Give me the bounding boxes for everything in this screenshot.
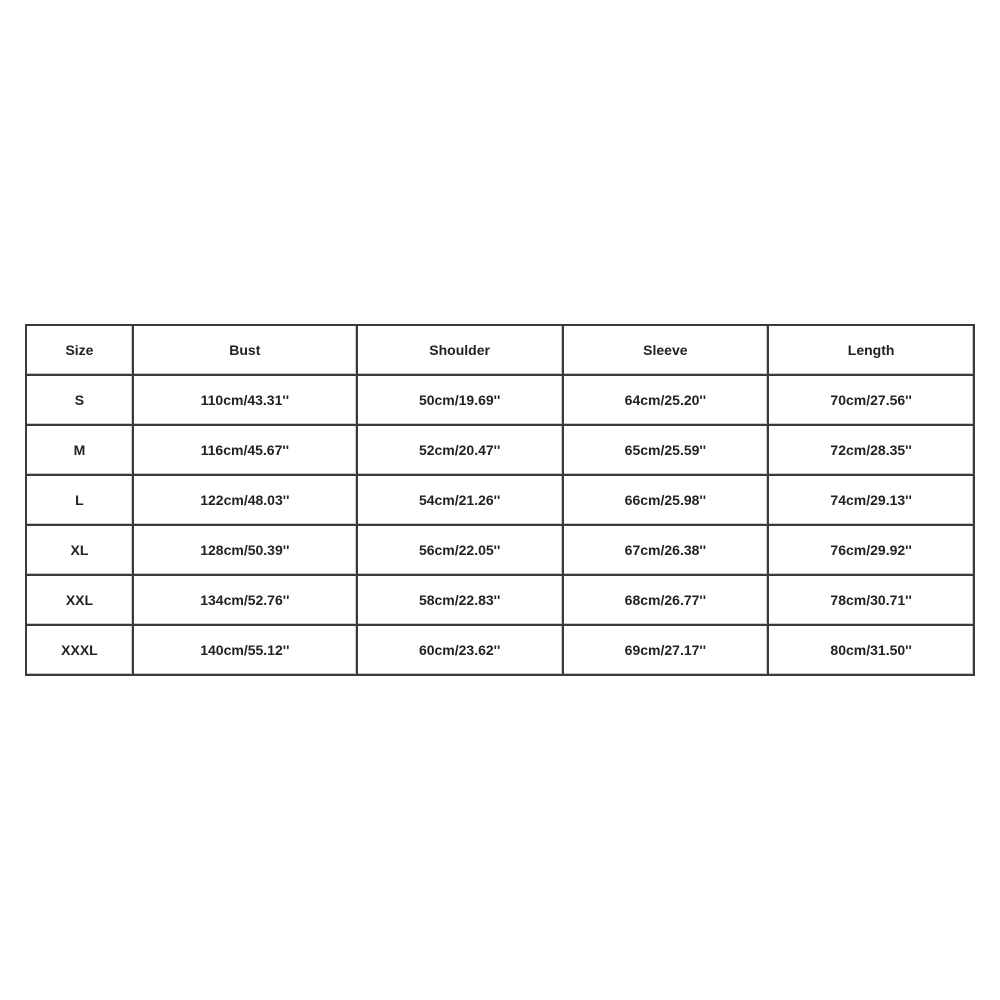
table-row: [26, 425, 974, 475]
header-length: Length: [768, 325, 974, 375]
length-cell: 76cm/29.92'': [768, 525, 974, 575]
sleeve-cell: 64cm/25.20'': [563, 375, 769, 425]
bust-cell: 110cm/43.31'': [133, 375, 357, 425]
table-row: [26, 475, 974, 525]
length-cell: 78cm/30.71'': [768, 575, 974, 625]
bust-cell: 116cm/45.67'': [133, 425, 357, 475]
sleeve-cell: 67cm/26.38'': [563, 525, 769, 575]
size-cell: S: [26, 375, 133, 425]
table-header-row: [26, 325, 974, 375]
size-cell: XXL: [26, 575, 133, 625]
table-row: [26, 625, 974, 675]
header-size: Size: [26, 325, 133, 375]
header-bust: Bust: [133, 325, 357, 375]
shoulder-cell: 60cm/23.62'': [357, 625, 563, 675]
length-cell: 70cm/27.56'': [768, 375, 974, 425]
bust-cell: 122cm/48.03'': [133, 475, 357, 525]
header-sleeve: Sleeve: [563, 325, 769, 375]
size-cell: L: [26, 475, 133, 525]
size-cell: XXXL: [26, 625, 133, 675]
bust-cell: 134cm/52.76'': [133, 575, 357, 625]
size-cell: XL: [26, 525, 133, 575]
header-shoulder: Shoulder: [357, 325, 563, 375]
sleeve-cell: 69cm/27.17'': [563, 625, 769, 675]
shoulder-cell: 58cm/22.83'': [357, 575, 563, 625]
size-chart-table: [25, 324, 975, 676]
length-cell: 80cm/31.50'': [768, 625, 974, 675]
shoulder-cell: 54cm/21.26'': [357, 475, 563, 525]
table-row: [26, 375, 974, 425]
bust-cell: 128cm/50.39'': [133, 525, 357, 575]
sleeve-cell: 65cm/25.59'': [563, 425, 769, 475]
length-cell: 72cm/28.35'': [768, 425, 974, 475]
table-row: [26, 575, 974, 625]
table-row: [26, 525, 974, 575]
shoulder-cell: 56cm/22.05'': [357, 525, 563, 575]
length-cell: 74cm/29.13'': [768, 475, 974, 525]
shoulder-cell: 50cm/19.69'': [357, 375, 563, 425]
size-cell: M: [26, 425, 133, 475]
bust-cell: 140cm/55.12'': [133, 625, 357, 675]
sleeve-cell: 68cm/26.77'': [563, 575, 769, 625]
sleeve-cell: 66cm/25.98'': [563, 475, 769, 525]
shoulder-cell: 52cm/20.47'': [357, 425, 563, 475]
